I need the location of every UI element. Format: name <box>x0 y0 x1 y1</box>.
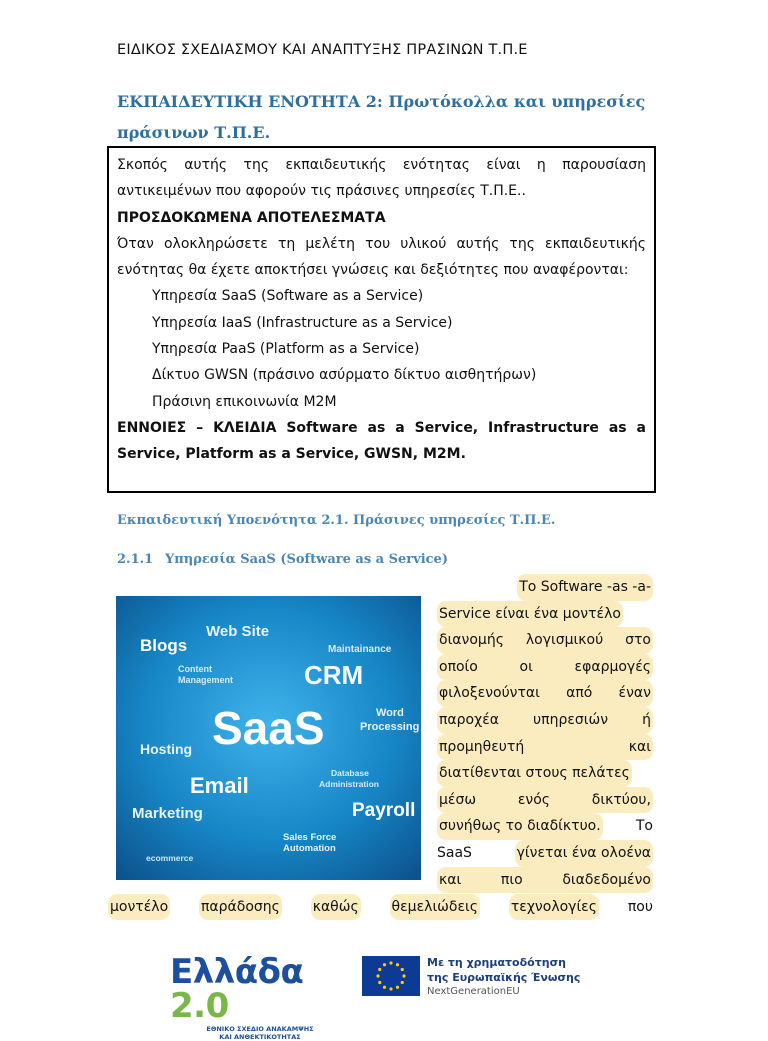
word: εφαρμογές <box>574 658 651 675</box>
word-content: Content <box>178 664 212 674</box>
word: SaaS <box>437 844 472 861</box>
word-management: Management <box>178 675 234 685</box>
eu-funding-line: της Ευρωπαϊκής Ένωσης <box>427 970 581 984</box>
running-header: ΕΙΔΙΚΟΣ ΣΧΕΔΙΑΣΜΟΥ ΚΑΙ ΑΝΑΠΤΥΞΗΣ ΠΡΑΣΙΝΩΝ Τ.Π.Ε <box>117 42 528 58</box>
eu-star-icon <box>396 963 399 966</box>
text-line <box>437 867 653 894</box>
text-line <box>437 574 653 601</box>
word-maintainance: Maintainance <box>328 644 392 655</box>
word-email: Email <box>190 773 249 798</box>
section-number: 2.1.1 <box>117 552 154 567</box>
logo-main-text: Ελλάδα <box>170 952 304 992</box>
greece-2-0-logo <box>170 952 350 1041</box>
word: ή <box>642 711 651 728</box>
word-payroll: Payroll <box>352 800 416 821</box>
word: προμηθευτή <box>439 738 525 755</box>
highlighted-text: Το Software -as -a- <box>517 574 653 601</box>
objectives-box <box>107 146 656 493</box>
highlighted-text: συνήθως το διαδίκτυο. <box>437 813 603 840</box>
word-blogs: Blogs <box>140 636 188 655</box>
objective-item: Πράσινη επικοινωνία M2M <box>152 393 337 410</box>
saas-word-cloud-image <box>116 596 421 880</box>
word-marketing: Marketing <box>132 805 203 822</box>
subunit-title: Εκπαιδευτική Υποενότητα 2.1. Πράσινες υπηρεσίες Τ.Π.Ε. <box>117 513 556 528</box>
logo-subtitle-line: ΕΘΝΙΚΟ ΣΧΕΔΙΟ ΑΝΑΚΑΜΨΗΣ <box>206 1025 314 1033</box>
word: τεχνολογίες <box>509 894 599 920</box>
word-hosting: Hosting <box>140 741 193 757</box>
word: οποίο <box>439 658 478 675</box>
text-line <box>437 654 653 681</box>
word: και <box>439 871 462 888</box>
eu-star-icon <box>389 987 392 990</box>
logo-subtitle-line: ΚΑΙ ΑΝΘΕΚΤΙΚΟΤΗΤΑΣ <box>219 1033 301 1041</box>
word: υπηρεσιών <box>533 711 609 728</box>
eu-star-icon <box>389 961 392 964</box>
word: ενός <box>517 791 551 808</box>
word-saas: SaaS <box>212 702 325 754</box>
word-website: Web Site <box>206 623 270 640</box>
key-concepts: ΕΝΝΟΙΕΣ – ΚΛΕΙΔΙΑ Software as a Service, Infrastructure as a Service, Platform as a Service, GWSN, M2M. <box>117 419 646 463</box>
eu-star-icon <box>383 986 386 989</box>
text-line <box>437 787 653 814</box>
eu-flag-icon <box>362 956 420 996</box>
next-generation-eu: NextGenerationEU <box>427 986 520 997</box>
word-salesforce: Sales Force <box>283 832 337 843</box>
eu-star-icon <box>396 986 399 989</box>
eu-flag-graphic <box>362 956 420 996</box>
eu-funding-text <box>427 956 580 1000</box>
saas-word-cloud-graphic <box>116 596 421 880</box>
eu-funding-line: Με τη χρηματοδότηση <box>427 956 566 969</box>
word-processing: Processing <box>360 721 420 733</box>
eu-star-icon <box>376 974 379 977</box>
word: μοντέλο <box>108 894 170 920</box>
word: διανομής <box>439 632 504 649</box>
word: πιο <box>500 871 523 888</box>
unit-title: ΕΚΠΑΙΔΕΥΤΙΚΗ ΕΝΟΤΗΤΑ 2: Πρωτόκολλα και υπηρεσίες πράσινων Τ.Π.Ε. <box>117 92 646 142</box>
word: λογισμικού <box>525 632 604 649</box>
text-line <box>437 680 653 707</box>
eu-star-icon <box>401 981 404 984</box>
text-line <box>437 760 653 787</box>
text-line <box>437 601 653 628</box>
word-crm: CRM <box>304 660 364 690</box>
objective-item: Υπηρεσία IaaS (Infrastructure as a Service) <box>152 314 453 331</box>
section-title: Υπηρεσία SaaS (Software as a Service) <box>165 552 448 567</box>
expected-results-heading: ΠΡΟΣΔΟΚΩΜΕΝΑ ΑΠΟΤΕΛΕΣΜΑΤΑ <box>117 209 386 226</box>
text-line <box>437 813 653 840</box>
eu-star-icon <box>378 968 381 971</box>
text-line <box>437 627 653 654</box>
eu-star-icon <box>402 974 405 977</box>
text-line <box>437 734 653 761</box>
body-text-column <box>437 574 653 893</box>
section-heading <box>117 552 448 567</box>
eu-star-icon <box>383 963 386 966</box>
word: παροχέα <box>439 711 499 728</box>
word: στο <box>625 632 651 649</box>
word: Το <box>635 818 653 835</box>
purpose-text: Σκοπός αυτής της εκπαιδευτικής ενότητας είναι η παρουσίαση αντικειμένων που αφορούν τις πράσινες υπηρεσίες Τ.Π.Ε.. <box>117 157 646 200</box>
objective-item: Δίκτυο GWSN (πράσινο ασύρματο δίκτυο αισθητήρων) <box>152 367 537 384</box>
word: οι <box>519 658 533 675</box>
word-administration: Administration <box>319 779 379 789</box>
text-line-full-width <box>108 894 653 920</box>
objective-item: Υπηρεσία SaaS (Software as a Service) <box>152 288 424 305</box>
objective-item: Υπηρεσία PaaS (Platform as a Service) <box>152 341 420 358</box>
eu-star-icon <box>378 981 381 984</box>
word: δικτύου, <box>591 791 651 808</box>
highlighted-text: διατίθενται στους πελάτες <box>437 760 632 787</box>
word-automation: Automation <box>283 843 336 854</box>
word: θεμελιώδεις <box>390 894 480 920</box>
text-line <box>437 707 653 734</box>
word: από <box>566 685 593 702</box>
logo-wordmark <box>170 952 350 1026</box>
word: και <box>628 738 651 755</box>
expected-results-text: Όταν ολοκληρώσετε τη μελέτη του υλικού αυτής της εκπαιδευτικής ενότητας θα έχετε αποκτήσει γνώσεις και δεξιότητες που αναφέρονται: <box>117 235 646 279</box>
word: διαδεδομένο <box>562 871 651 888</box>
logo-subtitle <box>170 1025 350 1041</box>
word-database: Database <box>331 768 369 778</box>
logo-version-text: 2.0 <box>170 986 229 1026</box>
word-ecommerce: ecommerce <box>146 853 194 863</box>
text-line <box>437 840 653 867</box>
word: που <box>627 899 653 915</box>
word: καθώς <box>311 894 361 920</box>
word: φιλοξενούνται <box>439 685 540 702</box>
word: έναν <box>618 685 651 702</box>
highlighted-text: γίνεται ένα ολοένα <box>515 840 653 867</box>
word: παράδοσης <box>199 894 282 920</box>
word: μέσω <box>439 791 477 808</box>
eu-star-icon <box>401 968 404 971</box>
word-word: Word <box>376 707 404 719</box>
highlighted-text: Service είναι ένα μοντέλο <box>437 601 623 628</box>
